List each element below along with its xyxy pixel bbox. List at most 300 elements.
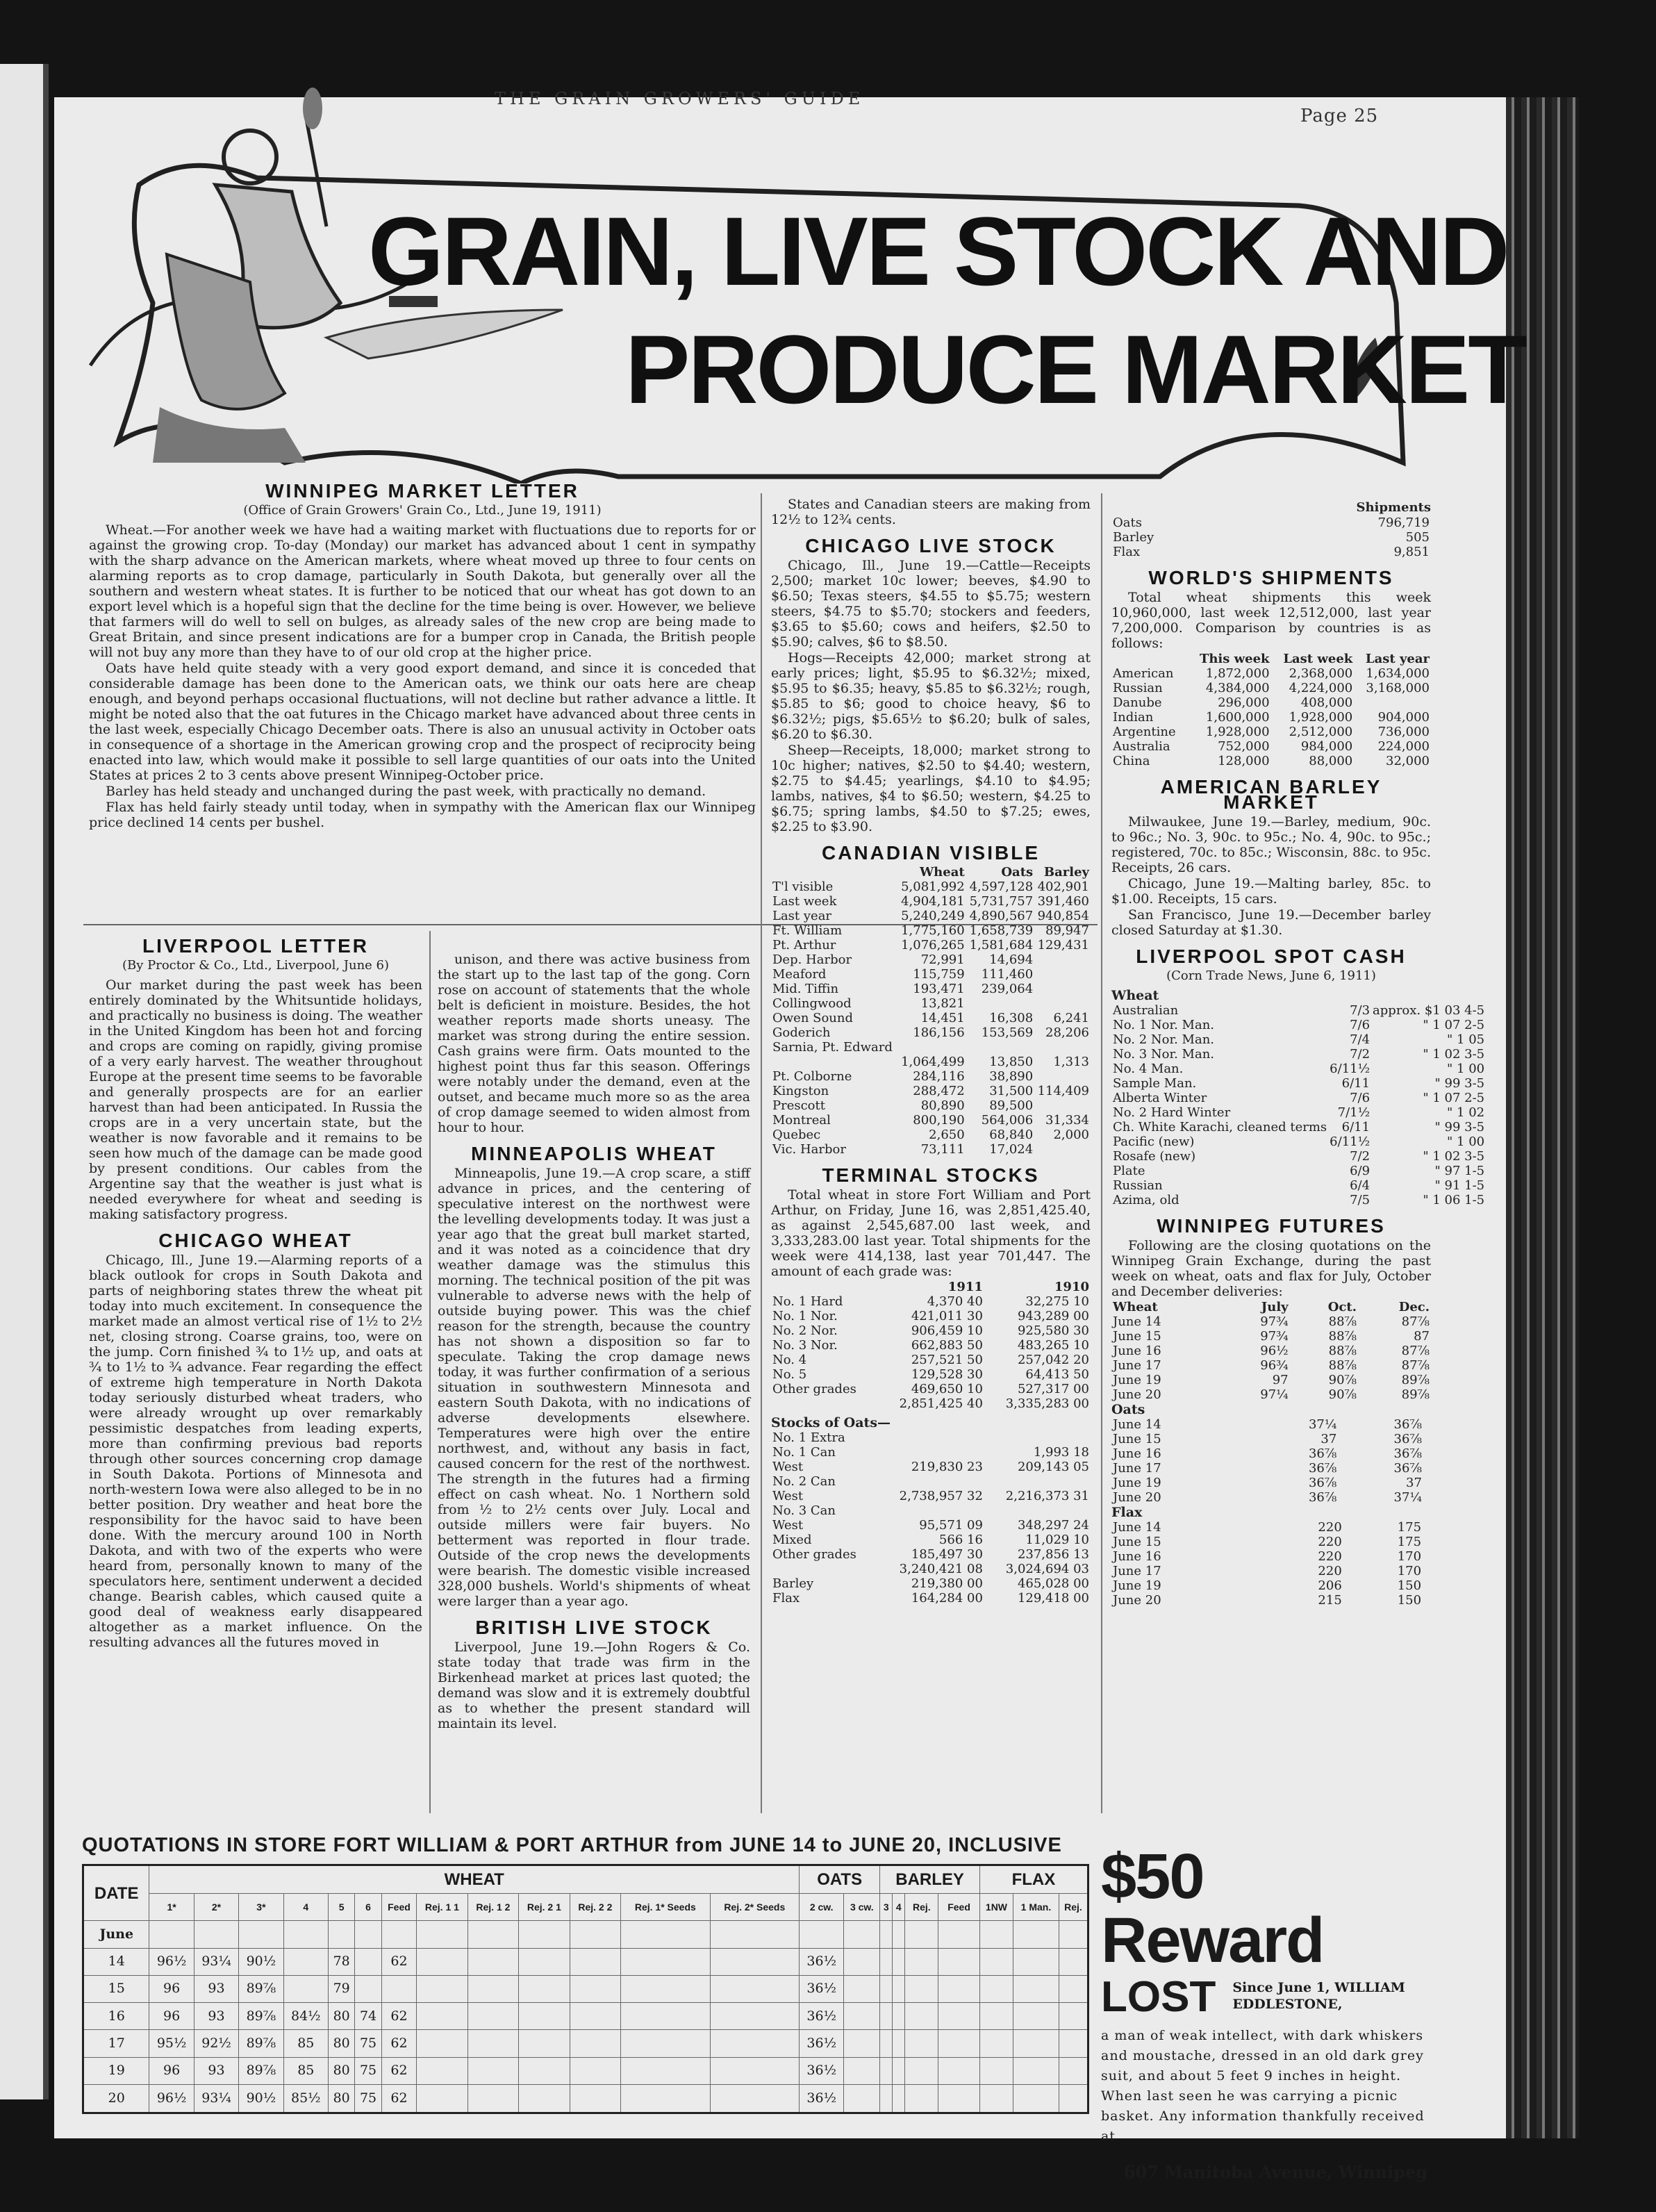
table-cell: June 17	[1113, 1461, 1161, 1476]
quotations-subheader: 5	[328, 1894, 354, 1921]
table-cell	[1034, 1040, 1091, 1055]
table-cell: 62	[381, 2057, 416, 2084]
table-cell: 7/5	[1350, 1193, 1371, 1207]
column-divider-rule	[1101, 493, 1102, 1813]
table-cell	[897, 1040, 966, 1055]
table-cell: June 16	[1113, 1446, 1161, 1461]
table-cell: 150	[1397, 1593, 1422, 1608]
table-cell	[1034, 982, 1091, 996]
table-cell	[467, 2057, 518, 2084]
table-cell	[880, 2030, 893, 2057]
table-cell: 62	[381, 2003, 416, 2030]
table-cell: 93¼	[194, 2084, 238, 2113]
third-column	[771, 497, 1091, 1606]
table-cell: 465,028 00	[1017, 1576, 1089, 1591]
world-shipments-title: WORLD'S SHIPMENTS	[1148, 567, 1394, 588]
table-cell: 6/11½	[1330, 1062, 1371, 1076]
table-cell: 220	[1318, 1549, 1342, 1564]
table-cell: Meaford	[772, 967, 827, 982]
table-cell	[570, 2084, 620, 2113]
table-cell	[893, 2030, 905, 2057]
table-cell: 36⅞	[1393, 1432, 1422, 1446]
table-cell	[710, 1975, 799, 2002]
table-cell: Montreal	[772, 1113, 831, 1128]
table-cell: Russian	[1113, 1178, 1163, 1193]
table-row	[1111, 1476, 1431, 1490]
table-cell	[905, 2030, 938, 2057]
table-cell	[194, 1921, 238, 1948]
paragraph: Chicago, Ill., June 19.—Cattle—Receipts 2,500; market 10c lower; beeves, $4.90 to $6.50; Texas steers, $4.55 to $5.75; western steers, $4.75 to $5.70; stockers and feeders, $3.65 to $5.60; cows and heifers, $2.50 to $5.90; calves, $6 to $8.50.	[771, 558, 1091, 650]
table-cell: 3,168,000	[1366, 681, 1430, 695]
paragraph: Flax has held fairly steady until today, when in sympathy with the American flax our Winnipeg price declined 14 cents per bushel.	[89, 800, 756, 830]
table-cell: " 91 1-5	[1434, 1178, 1485, 1193]
table-cell	[467, 1921, 518, 1948]
table-cell	[355, 1975, 381, 2002]
table-cell: 36⅞	[1308, 1476, 1337, 1490]
oats-stocks-table	[771, 1430, 1091, 1606]
table-cell: Pacific (new)	[1113, 1134, 1195, 1149]
table-cell	[621, 2030, 710, 2057]
table-cell	[844, 1948, 880, 1975]
table-cell: 2,738,957 32	[899, 1489, 983, 1503]
table-cell: 2,216,373 31	[1005, 1489, 1089, 1503]
table-cell: Indian	[1113, 710, 1154, 725]
quotations-subheader: Rej. 2 2	[570, 1894, 620, 1921]
table-cell	[979, 1975, 1013, 2002]
table-cell: 906,459 10	[911, 1323, 983, 1338]
table-row	[1111, 1549, 1431, 1564]
table-row	[771, 1591, 1091, 1606]
table-cell: 85½	[283, 2084, 328, 2113]
table-cell: 93	[194, 2003, 238, 2030]
quotations-section	[82, 1834, 1089, 2126]
table-row	[1111, 1432, 1431, 1446]
table-cell	[1034, 952, 1091, 967]
table-cell	[771, 1396, 878, 1411]
table-cell	[984, 1474, 1091, 1489]
table-cell	[1423, 1490, 1431, 1505]
table-cell: 2,000	[1053, 1128, 1089, 1142]
table-cell: No. 5	[772, 1367, 807, 1382]
table-cell	[467, 2030, 518, 2057]
masthead	[76, 74, 1525, 484]
table-cell: June 19	[1113, 1373, 1161, 1387]
table-cell: 68,840	[989, 1128, 1034, 1142]
table-cell	[844, 2057, 880, 2084]
table-cell: 7/2	[1350, 1149, 1371, 1164]
table-cell: 1,872,000	[1205, 666, 1270, 681]
table-row	[771, 1338, 1091, 1353]
table-cell: 164,284 00	[911, 1591, 983, 1606]
table-cell	[880, 1948, 893, 1975]
table-cell: 1,600,000	[1205, 710, 1270, 725]
table-cell: 89⅞	[239, 1975, 283, 2002]
american-barley-title: AMERICAN BARLEY MARKET	[1160, 776, 1382, 813]
table-cell	[938, 2084, 980, 2113]
table-cell	[800, 1921, 844, 1948]
table-cell: 2,650	[929, 1128, 965, 1142]
quotations-subheader: 1 Man.	[1013, 1894, 1059, 1921]
table-header-cell: 1911	[947, 1280, 983, 1294]
table-cell: 114,409	[1037, 1084, 1089, 1098]
column-divider-rule	[761, 493, 762, 1813]
table-row	[771, 938, 1091, 952]
table-row	[771, 1084, 1091, 1098]
table-cell: June 15	[1113, 1535, 1161, 1549]
table-cell: Pt. Arthur	[772, 938, 836, 952]
table-cell: 402,901	[1037, 880, 1089, 894]
table-cell: 1,928,000	[1289, 710, 1353, 725]
table-cell: 4,597,128	[969, 880, 1034, 894]
table-cell: " 1 07 2-5	[1423, 1091, 1485, 1105]
paragraph: Total wheat in store Fort William and Port Arthur, on Friday, June 16, was 2,851,425.40, as against 2,545,687.00 last week, and 3,333,283.00 last year. Total shipments for the week were 414,138, last year 701,447. The amount of each grade was:	[771, 1187, 1091, 1279]
table-cell: 288,472	[913, 1084, 965, 1098]
table-cell: 80	[328, 2030, 354, 2057]
liverpool-letter-subtitle: (By Proctor & Co., Ltd., Liverpool, June 6)	[122, 958, 390, 973]
table-cell: 31,334	[1045, 1113, 1089, 1128]
chicago-live-stock-lead: States and Canadian steers are making from 12½ to 12¾ cents.	[771, 497, 1091, 527]
table-cell: 220	[1318, 1564, 1342, 1578]
table-cell: Australia	[1113, 739, 1170, 754]
masthead-line-2: PRODUCE MARKET	[625, 315, 1525, 424]
table-row	[771, 1547, 1091, 1562]
terminal-stocks-table	[771, 1280, 1091, 1411]
table-cell: Alberta Winter	[1113, 1091, 1207, 1105]
table-cell: 564,006	[981, 1113, 1034, 1128]
table-row	[1111, 515, 1431, 530]
table-cell: Goderich	[772, 1025, 831, 1040]
table-cell	[893, 2057, 905, 2084]
table-row	[771, 1460, 1091, 1474]
world-shipments-table	[1111, 652, 1431, 768]
paragraph: unison, and there was active business from the start up to the last tap of the gong. Corn rose on account of statements that the whole belt is deficient in moisture. Besides, the hot weather reports made shorts uneasy. The market was strong during the entire session. Cash grains were firm. Oats mounted to the highest point thus far this season. Offerings were notably under the demand, even at the outset, and became much more so as the area of crop damage seemed to widen almost from hour to hour.	[438, 952, 750, 1135]
table-cell: 88,000	[1309, 754, 1353, 768]
table-cell	[1013, 2084, 1059, 2113]
table-cell	[905, 2003, 938, 2030]
table-cell	[1013, 2003, 1059, 2030]
table-cell: Plate	[1113, 1164, 1145, 1178]
table-cell	[844, 2030, 880, 2057]
table-cell: 5,081,992	[901, 880, 965, 894]
canadian-visible-title: CANADIAN VISIBLE	[821, 842, 1040, 864]
table-cell	[979, 2030, 1013, 2057]
table-cell	[621, 2003, 710, 2030]
paragraph: Oats have held quite steady with a very good export demand, and since it is conceded that considerable damage has been done to the American oats, we think our oats here are cheap enough, and beyond perhaps occasional fluctuations, will not decline but rather advance a little. It might be noted also that the oat futures in the Chicago market have advanced about three cents in the last week, especially Chicago December oats. There is also an unusual activity in October oats in consequence of a shortage in the American growing crop and the prospect of reciprocity being enacted into law, which would make it possible to sell large quantities of our oats into the United States at prices 2 to 3 cents above present Winnipeg-October price.	[89, 661, 756, 783]
table-cell	[938, 1948, 980, 1975]
table-cell	[893, 2084, 905, 2113]
table-cell: 115,759	[913, 967, 965, 982]
table-cell: 36⅞	[1393, 1446, 1422, 1461]
table-cell: American	[1113, 666, 1174, 681]
table-cell: June 20	[1113, 1387, 1161, 1402]
table-cell	[905, 1948, 938, 1975]
table-cell: 3,240,421 08	[899, 1562, 983, 1576]
table-row	[1111, 1417, 1431, 1432]
quotations-subheader: Rej.	[1059, 1894, 1088, 1921]
table-cell: 97¼	[1260, 1387, 1289, 1402]
table-cell: Last week	[772, 894, 837, 909]
table-row	[1111, 1373, 1431, 1387]
table-cell: 75	[355, 2030, 381, 2057]
table-cell: 1,928,000	[1205, 725, 1270, 739]
table-cell: 80	[328, 2084, 354, 2113]
table-cell	[1423, 1417, 1431, 1432]
table-cell	[984, 1430, 1091, 1445]
table-cell: 206	[1318, 1578, 1342, 1593]
table-cell	[1034, 1069, 1091, 1084]
table-cell	[710, 2084, 799, 2113]
table-cell: 2,512,000	[1289, 725, 1353, 739]
middle-column	[438, 952, 750, 1732]
paragraph: Sheep—Receipts, 18,000; market strong to 10c higher; natives, $2.50 to $4.40; western, $2.75 to $4.45; yearlings, $4.10 to $4.95; lambs, natives, $4 to $6.50; western, $4.25 to $6.75; spring lambs, $4.50 to $7.25; ewes, $2.25 to $3.90.	[771, 743, 1091, 834]
table-cell: " 99 3-5	[1434, 1120, 1485, 1134]
quotations-month: June	[83, 1921, 149, 1948]
table-cell: No. 2 Nor.	[772, 1323, 838, 1338]
adjacent-page-edge	[0, 64, 49, 2099]
table-cell	[966, 1040, 1034, 1055]
table-cell	[1013, 2030, 1059, 2057]
table-cell: 284,116	[913, 1069, 965, 1084]
table-cell	[1059, 1948, 1088, 1975]
paragraph: Following are the closing quotations on the Winnipeg Grain Exchange, during the past week on wheat, oats and flax for July, October and December deliveries:	[1111, 1238, 1431, 1299]
table-row	[1111, 1358, 1431, 1373]
table-row	[1111, 666, 1431, 681]
table-row	[1111, 1003, 1486, 1018]
chicago-wheat-title: CHICAGO WHEAT	[158, 1230, 353, 1251]
table-cell: Barley	[772, 1576, 814, 1591]
table-row	[771, 1113, 1091, 1128]
table-cell: 87⅞	[1401, 1314, 1430, 1329]
table-cell: 4,370 40	[927, 1294, 983, 1309]
table-cell: 36⅞	[1308, 1490, 1337, 1505]
table-cell: 408,000	[1300, 695, 1353, 710]
table-cell	[328, 1921, 354, 1948]
table-cell: 85	[283, 2057, 328, 2084]
table-row	[1111, 754, 1431, 768]
table-cell: 74	[355, 2003, 381, 2030]
table-cell: 215	[1318, 1593, 1342, 1608]
table-cell	[771, 1055, 897, 1069]
table-cell	[1423, 1520, 1431, 1535]
table-row	[771, 894, 1091, 909]
table-cell: 96	[149, 2003, 194, 2030]
table-row	[1111, 695, 1431, 710]
table-cell: 421,011 30	[911, 1309, 983, 1323]
table-header-cell: Barley	[1043, 865, 1089, 880]
table-cell: 36⅞	[1393, 1461, 1422, 1476]
table-header-cell: Oats	[1001, 865, 1034, 880]
table-cell	[771, 1562, 878, 1576]
table-row	[1111, 710, 1431, 725]
table-cell: Other grades	[772, 1382, 856, 1396]
table-row	[1111, 1120, 1486, 1134]
table-cell: 89⅞	[239, 2003, 283, 2030]
table-cell	[1423, 1461, 1431, 1476]
table-header-cell	[771, 865, 897, 880]
table-cell	[467, 2084, 518, 2113]
table-row	[771, 1025, 1091, 1040]
table-cell	[570, 2003, 620, 2030]
table-row	[1111, 1314, 1431, 1329]
table-cell: 224,000	[1377, 739, 1430, 754]
table-cell	[710, 2003, 799, 2030]
reward-title: $50 Reward	[1101, 1841, 1324, 1976]
table-cell: 6,241	[1053, 1011, 1089, 1025]
table-cell: 4,904,181	[901, 894, 965, 909]
table-cell	[878, 1445, 984, 1460]
table-cell	[938, 1921, 980, 1948]
table-row	[771, 1353, 1091, 1367]
table-cell: 662,883 50	[911, 1338, 983, 1353]
table-cell: Barley	[1113, 530, 1154, 545]
table-cell: No. 2 Can	[772, 1474, 836, 1489]
table-cell	[1423, 1476, 1431, 1490]
table-cell: June 14	[1113, 1417, 1161, 1432]
table-cell	[467, 2003, 518, 2030]
table-cell: Flax	[1113, 545, 1141, 559]
table-cell: 483,265 10	[1017, 1338, 1089, 1353]
table-row	[771, 952, 1091, 967]
table-cell	[880, 1921, 893, 1948]
table-row	[1111, 1344, 1431, 1358]
table-cell: 36½	[800, 2084, 844, 2113]
table-cell: 7/6	[1350, 1091, 1371, 1105]
table-cell: 88⅞	[1328, 1314, 1357, 1329]
table-cell: 219,380 00	[911, 1576, 983, 1591]
table-row	[771, 996, 1091, 1011]
table-cell: 38,890	[989, 1069, 1034, 1084]
quotations-subheader: 3*	[239, 1894, 283, 1921]
table-cell: 219,830 23	[911, 1460, 983, 1474]
table-cell	[966, 996, 1034, 1011]
table-cell: 89⅞	[1401, 1387, 1430, 1402]
table-row	[83, 2084, 1088, 2113]
table-row	[771, 1011, 1091, 1025]
table-header-cell: This week	[1199, 652, 1270, 666]
table-cell	[467, 1948, 518, 1975]
table-row	[1111, 1091, 1486, 1105]
table-header-cell: Oct.	[1327, 1300, 1357, 1314]
table-cell	[893, 1948, 905, 1975]
table-cell: West	[772, 1518, 804, 1533]
liverpool-spot-wheat-label: Wheat	[1111, 988, 1159, 1003]
paragraph: Milwaukee, June 19.—Barley, medium, 90c. to 96c.; No. 3, 90c. to 95c.; No. 4, 90c. to 95c.; registered, 70c. to 85c.; Wisconsin, 88c. to 95c. Receipts, 26 cars.	[1111, 814, 1431, 875]
table-cell: 32,000	[1386, 754, 1430, 768]
table-row	[1111, 1105, 1486, 1120]
table-cell: 32,275 10	[1025, 1294, 1089, 1309]
table-row	[1111, 530, 1431, 545]
column-divider-rule	[429, 931, 431, 1813]
table-cell	[1423, 1564, 1431, 1578]
table-row	[771, 1503, 1091, 1518]
table-row	[1111, 1178, 1486, 1193]
table-cell: 505	[1405, 530, 1430, 545]
table-cell: Russian	[1113, 681, 1163, 695]
table-cell: 1,076,265	[901, 938, 965, 952]
winnipeg-futures-title: WINNIPEG FUTURES	[1157, 1215, 1386, 1237]
table-cell	[519, 2003, 570, 2030]
table-cell	[1013, 2057, 1059, 2084]
table-cell: 80	[328, 2057, 354, 2084]
table-row	[1111, 1578, 1431, 1593]
table-cell: No. 3 Can	[772, 1503, 836, 1518]
table-cell: 80	[328, 2003, 354, 2030]
table-cell	[844, 2084, 880, 2113]
table-cell: 1,634,000	[1366, 666, 1430, 681]
liverpool-spot-table	[1111, 1003, 1486, 1207]
oats-stocks-label: Stocks of Oats—	[771, 1415, 891, 1430]
table-cell	[1013, 1975, 1059, 2002]
table-cell	[519, 2084, 570, 2113]
table-cell: 17,024	[989, 1142, 1034, 1157]
table-row	[771, 1533, 1091, 1547]
table-cell: Collingwood	[772, 996, 852, 1011]
table-cell: 1,775,160	[901, 923, 965, 938]
table-cell: 97	[1272, 1373, 1289, 1387]
table-cell: 9,851	[1393, 545, 1430, 559]
table-cell	[710, 1948, 799, 1975]
paragraph: Total wheat shipments this week 10,960,000, last week 12,512,000, last year 7,200,000. Comparison by countries is as follows:	[1111, 590, 1431, 651]
table-row	[1111, 1134, 1486, 1149]
table-cell	[905, 1921, 938, 1948]
table-cell: Last year	[772, 909, 832, 923]
quotations-subheader: Rej. 1 2	[467, 1894, 518, 1921]
table-cell	[880, 2003, 893, 2030]
table-cell	[519, 2057, 570, 2084]
table-cell: 14,694	[989, 952, 1034, 967]
table-cell: Mixed	[772, 1533, 812, 1547]
table-cell: 796,719	[1377, 515, 1430, 530]
table-cell: 96½	[149, 1948, 194, 1975]
table-cell: 80,890	[920, 1098, 965, 1113]
table-cell: 5,240,249	[901, 909, 965, 923]
table-cell: 37	[1320, 1432, 1337, 1446]
table-cell: Kingston	[772, 1084, 829, 1098]
table-cell: " 97 1-5	[1434, 1164, 1485, 1178]
table-cell	[893, 1975, 905, 2002]
table-cell	[905, 1975, 938, 2002]
table-cell	[149, 1921, 194, 1948]
table-cell	[283, 1921, 328, 1948]
table-cell: June 19	[1113, 1476, 1161, 1490]
table-row	[771, 1489, 1091, 1503]
table-row	[1111, 681, 1431, 695]
table-row	[1111, 1535, 1431, 1549]
quotations-group-header: DATE	[83, 1865, 149, 1921]
shipments-table	[1111, 515, 1431, 559]
futures-flax-label: Flax	[1111, 1505, 1143, 1520]
table-cell	[417, 1975, 467, 2002]
table-cell: 79	[328, 1975, 354, 2002]
table-row	[1111, 1564, 1431, 1578]
table-cell	[880, 2084, 893, 2113]
table-cell	[621, 2057, 710, 2084]
table-row	[1111, 1047, 1486, 1062]
table-cell: " 1 02	[1447, 1105, 1485, 1120]
quotations-subheader: Feed	[381, 1894, 416, 1921]
table-cell: 800,190	[913, 1113, 965, 1128]
table-row	[83, 2057, 1088, 2084]
table-cell: June 16	[1113, 1344, 1161, 1358]
table-cell: 37¼	[1308, 1417, 1337, 1432]
table-cell: 36⅞	[1308, 1461, 1337, 1476]
table-cell: 75	[355, 2057, 381, 2084]
table-cell: June 16	[1113, 1549, 1161, 1564]
table-cell: No. 1 Nor. Man.	[1113, 1018, 1215, 1032]
table-cell	[1034, 1142, 1091, 1157]
table-cell: Oats	[1113, 515, 1142, 530]
table-row	[83, 1975, 1088, 2002]
